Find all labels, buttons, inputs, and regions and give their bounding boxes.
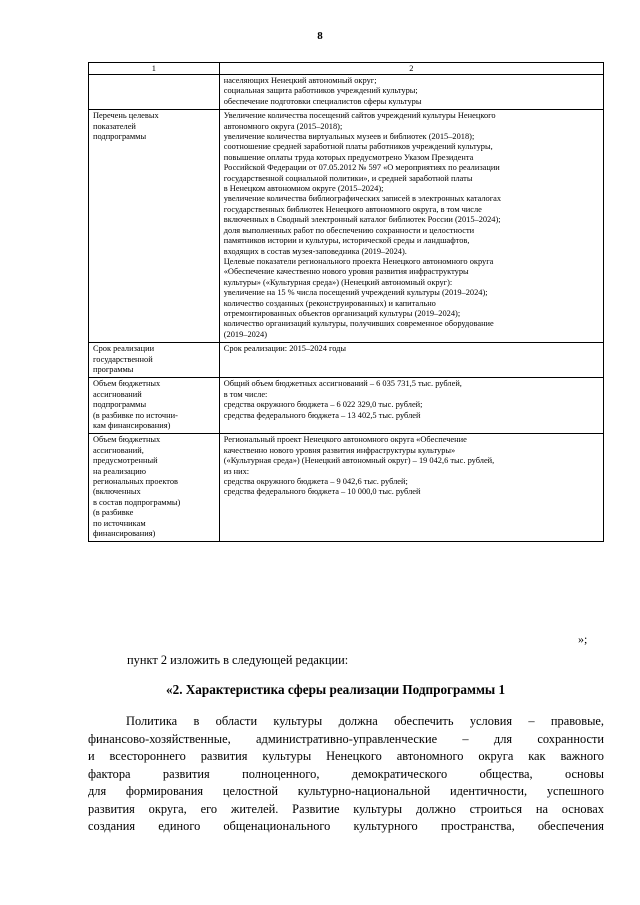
row-label-line: финансирования) <box>93 529 156 539</box>
table-row <box>89 110 604 343</box>
row-content-cell <box>219 75 603 110</box>
row-label-line: региональных проектов <box>93 477 178 487</box>
body-line: и всестороннего развития культуры Ненецкого автономного округа как важного <box>88 749 604 763</box>
row-label-line: Объем бюджетных <box>93 379 161 389</box>
row-content-line: социальная защита работников учреждений культуры; <box>223 86 418 96</box>
row-content-line: обеспечение подготовки специалистов сферы культуры <box>223 96 422 106</box>
amendment-instruction: пункт 2 изложить в следующей редакции: <box>127 653 349 667</box>
row-content-line: увеличение количества библиографических записей в электронных каталогах <box>223 194 502 204</box>
body-line: создания единого общенационального культурного пространства, обеспечения <box>88 819 604 833</box>
row-content-line: отремонтированных объектов организаций культуры (2019–2024); <box>223 308 461 318</box>
row-label-line: государственной <box>93 354 153 364</box>
row-content-line: государственной социальной политики», и средней заработной платы <box>223 173 473 183</box>
row-label-cell <box>89 434 220 542</box>
row-content-line: увеличение на 15 % числа посещений учреждений культуры (2019–2024); <box>223 288 488 298</box>
row-content-line: средства окружного бюджета – 6 022 329,0 тыс. рублей; <box>223 400 423 410</box>
row-content-line: соотношение средней заработной платы работников учреждений культуры, <box>223 142 493 152</box>
row-content-line: Общий объем бюджетных ассигнований – 6 035 731,5 тыс. рублей, <box>223 379 462 389</box>
row-label-line: подпрограммы <box>93 400 147 410</box>
row-content-line: Российской Федерации от 07.05.2012 № 597 «О мероприятиях по реализации <box>223 163 500 173</box>
table-header-row <box>89 63 604 75</box>
row-content-cell <box>219 343 603 378</box>
row-content-line: в Ненецком автономном округе (2015–2024); <box>223 184 384 194</box>
row-content-line: количество созданных (реконструированных) и капитально <box>223 298 436 308</box>
row-content-line: памятников истории и культуры, исторической среды и ландшафтов, <box>223 236 470 246</box>
row-label-line: по источникам <box>93 518 146 528</box>
page-number: 8 <box>317 30 323 42</box>
row-content-line: в том числе: <box>223 389 268 399</box>
table-row <box>89 343 604 378</box>
body-line: Политика в области культуры должна обеспечить условия – правовые, <box>126 714 604 728</box>
row-content-line: входящих в состав музея-заповедника (2019–2024). <box>223 246 407 256</box>
passport-table <box>88 62 604 542</box>
row-label-line: (включенных <box>93 487 141 497</box>
row-content-line: качественно нового уровня развития инфраструктуры культуры» <box>223 445 456 455</box>
table-row <box>89 378 604 434</box>
row-label-cell <box>89 75 220 110</box>
row-label-line: подпрограммы <box>93 132 147 142</box>
row-label-line: (в разбивке по источни- <box>93 410 178 420</box>
body-line: фактора развития полноценного, демократического общества, основы <box>88 766 604 781</box>
column-header-1: 1 <box>89 63 220 75</box>
row-label-line: в состав подпрограммы) <box>93 497 181 507</box>
row-content-line: Увеличение количества посещений сайтов учреждений культуры Ненецкого <box>223 111 496 121</box>
row-content-line: культуры» («Культурная среда») (Ненецкий автономный округ): <box>223 277 453 287</box>
row-content-line: Срок реализации: 2015–2024 годы <box>223 344 347 354</box>
row-label-line: ассигнований, <box>93 445 144 455</box>
row-label-line: ассигнований <box>93 389 142 399</box>
row-content-cell <box>219 110 603 343</box>
row-content-line: количество организаций культуры, получивших современное оборудование <box>223 319 494 329</box>
row-content-line: средства федерального бюджета – 10 000,0 тыс. рублей <box>223 487 421 497</box>
row-label-line: показателей <box>93 121 136 131</box>
row-content-line: населяющих Ненецкий автономный округ; <box>223 76 377 85</box>
row-content-line: средства окружного бюджета – 9 042,6 тыс. рублей; <box>223 477 408 487</box>
row-label-line: Объем бюджетных <box>93 435 161 445</box>
row-content-line: Региональный проект Ненецкого автономного округа «Обеспечение <box>223 435 467 445</box>
row-content-line: (2019–2024) <box>223 329 267 339</box>
row-content-line: государственных библиотек Ненецкого автономного округа, в том числе <box>223 204 482 214</box>
row-label-line: (в разбивке <box>93 508 134 518</box>
row-content-line: включенных в Сводный электронный каталог библиотек России (2015–2024); <box>223 215 501 225</box>
row-content-cell <box>219 378 603 434</box>
table-row <box>89 75 604 110</box>
quote-close: »; <box>578 632 588 646</box>
row-content-line: средства федерального бюджета – 13 402,5 тыс. рублей <box>223 410 421 420</box>
row-content-line: увеличение количества виртуальных музеев и библиотек (2015–2018); <box>223 132 475 142</box>
body-paragraph <box>88 713 604 836</box>
row-content-line: повышение оплаты труда которых предусмотрено Указом Президента <box>223 152 474 162</box>
body-line: развития округа, его жителей. Развитие культуры должно строиться на основах <box>88 801 604 816</box>
body-line: финансово-хозяйственные, административно-управленческие – для сохранности <box>88 731 604 746</box>
row-label-line: программы <box>93 364 134 374</box>
row-label-line: Перечень целевых <box>93 111 159 121</box>
row-label-cell <box>89 110 220 343</box>
row-content-line: («Культурная среда») (Ненецкий автономный округ) – 19 042,6 тыс. рублей, <box>223 456 495 466</box>
row-content-line: «Обеспечение качественно нового уровня развития инфраструктуры <box>223 267 469 277</box>
row-content-line: из них: <box>223 466 250 476</box>
row-label-line: предусмотренный <box>93 456 158 466</box>
table-row <box>89 434 604 542</box>
row-label-line: кам финансирования) <box>93 421 171 430</box>
column-header-2: 2 <box>219 63 603 75</box>
row-label-line: Срок реализации <box>93 344 155 354</box>
body-line: для формирования целостной культурно-национальной идентичности, успешного <box>88 784 604 798</box>
row-content-line: Целевые показатели регионального проекта Ненецкого автономного округа <box>223 256 494 266</box>
row-content-cell <box>219 434 603 542</box>
row-content-line: доля выполненных работ по обеспечению сохранности и целостности <box>223 225 475 235</box>
row-label-cell <box>89 378 220 434</box>
row-label-cell <box>89 343 220 378</box>
row-content-line: автономного округа (2015–2018); <box>223 121 343 131</box>
section-heading: «2. Характеристика сферы реализации Подпрограммы 1 <box>166 682 506 697</box>
row-label-line: на реализацию <box>93 466 146 476</box>
